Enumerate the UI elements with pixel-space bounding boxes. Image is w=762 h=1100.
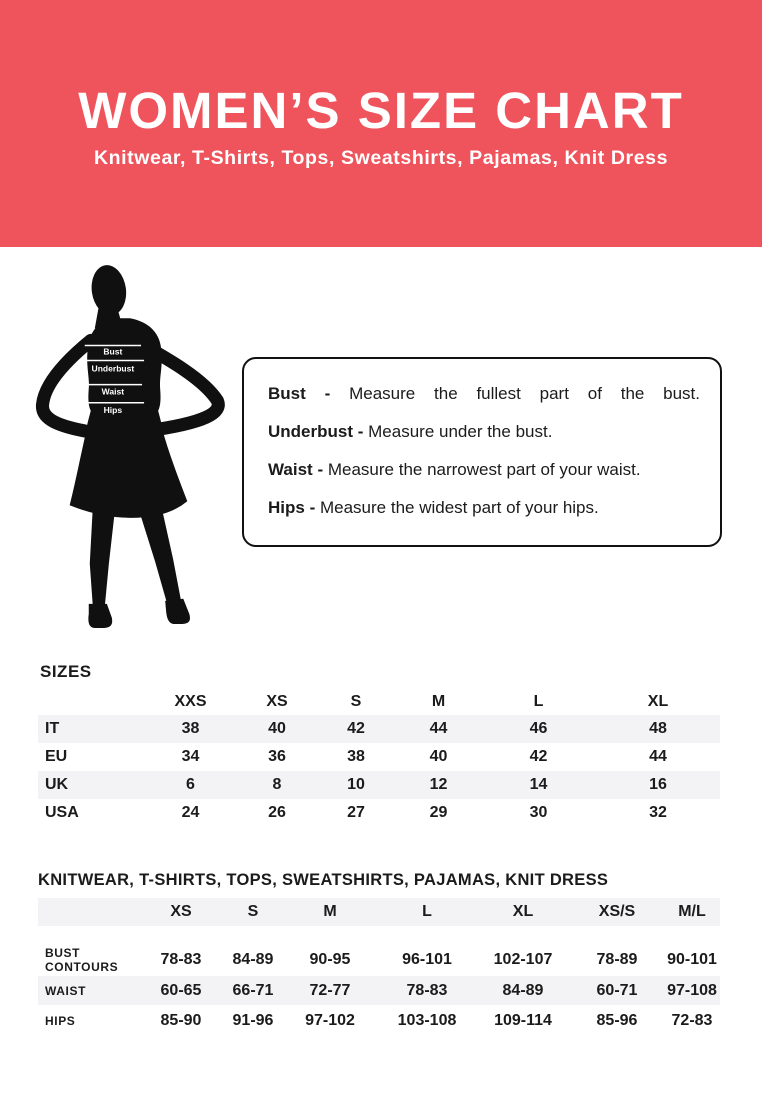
- col-header: L: [422, 903, 432, 920]
- range-cell: 85-90: [160, 1012, 202, 1029]
- size-cell: 8: [272, 776, 282, 793]
- range-cell: 85-96: [596, 1012, 638, 1029]
- dash: -: [324, 384, 331, 403]
- size-cell: 24: [181, 804, 200, 821]
- header-banner: [0, 0, 762, 247]
- underbust-term: Underbust: [268, 422, 353, 441]
- woman-silhouette-icon: [33, 260, 233, 634]
- table-row-it: [38, 715, 720, 743]
- size-cell: 48: [649, 720, 667, 737]
- size-cell: 38: [181, 720, 200, 737]
- hips-term: Hips: [268, 498, 305, 517]
- range-cell: 96-101: [402, 951, 452, 968]
- range-cell: 60-71: [596, 981, 638, 999]
- range-cell: 84-89: [232, 951, 274, 968]
- sizes-header-row: [38, 689, 720, 715]
- range-cell: 90-101: [667, 951, 717, 968]
- underbust-desc: Measure under the bust.: [368, 422, 553, 441]
- range-cell: 109-114: [494, 1012, 552, 1029]
- size-cell: 29: [429, 804, 448, 821]
- table-row-bust-contours: [38, 944, 720, 976]
- waist-desc: Measure the narrowest part of your waist.: [327, 460, 641, 479]
- range-cell: 97-108: [667, 981, 717, 999]
- col-header: XS/S: [598, 903, 636, 920]
- table-row-eu: [38, 743, 720, 771]
- measurement-figure: [33, 260, 233, 634]
- bust-term: Bust: [268, 384, 306, 403]
- size-cell: 42: [347, 720, 365, 737]
- row-label: UK: [45, 776, 69, 793]
- bust-definition: [268, 383, 700, 405]
- range-cell: 72-77: [309, 981, 351, 999]
- size-cell: 44: [429, 720, 448, 737]
- page-title: WOMEN’S SIZE CHART: [78, 82, 684, 139]
- size-cell: 46: [529, 720, 548, 737]
- table-row-waist: [38, 976, 720, 1005]
- row-label: BUST CONTOURS: [45, 946, 119, 974]
- range-cell: 90-95: [309, 951, 351, 968]
- row-label: HIPS: [45, 1014, 76, 1028]
- row-label: WAIST: [45, 983, 86, 998]
- waist-figure-label: Waist: [101, 386, 125, 397]
- col-header: XL: [512, 903, 534, 920]
- row-label: USA: [45, 804, 79, 821]
- col-header: M: [323, 903, 337, 920]
- range-cell: 102-107: [493, 951, 553, 968]
- range-cell: 78-89: [596, 951, 638, 968]
- garment-table-title: KNITWEAR, T-SHIRTS, TOPS, SWEATSHIRTS, PAJAMAS, KNIT DRESS: [38, 871, 609, 889]
- range-cell: 60-65: [160, 981, 202, 999]
- size-cell: 6: [186, 776, 195, 793]
- range-cell: 84-89: [502, 981, 544, 999]
- size-cell: 44: [649, 748, 667, 765]
- col-header: XS: [266, 693, 288, 710]
- row-label: EU: [45, 748, 68, 765]
- bust-figure-label: Bust: [103, 346, 123, 357]
- size-cell: 40: [429, 748, 448, 765]
- col-header: S: [350, 693, 362, 710]
- size-cell: 32: [649, 804, 667, 821]
- col-header: XS: [170, 903, 192, 920]
- table-row-uk: [38, 771, 720, 799]
- garment-table: [38, 871, 720, 1037]
- row-label: IT: [45, 720, 60, 737]
- waist-definition: [268, 459, 700, 481]
- col-header: L: [533, 693, 544, 710]
- range-cell: 78-83: [160, 951, 202, 968]
- range-cell: 72-83: [671, 1012, 713, 1029]
- size-cell: 38: [347, 748, 365, 765]
- underbust-figure-label: Underbust: [91, 363, 135, 374]
- size-cell: 40: [268, 720, 286, 737]
- col-header: S: [247, 903, 259, 920]
- size-cell: 12: [429, 776, 448, 793]
- size-cell: 26: [268, 804, 286, 821]
- col-header: M/L: [678, 903, 706, 920]
- col-header: XXS: [174, 693, 207, 710]
- sizes-table: [38, 689, 720, 827]
- size-cell: 16: [649, 776, 667, 793]
- table-row-usa: [38, 799, 720, 827]
- garment-header-row: [38, 898, 720, 926]
- range-cell: 91-96: [232, 1012, 274, 1029]
- size-cell: 27: [347, 804, 365, 821]
- size-cell: 14: [529, 776, 548, 793]
- size-cell: 36: [268, 748, 286, 765]
- bust-desc: Measure the fullest part of the bust.: [349, 384, 701, 403]
- size-cell: 30: [529, 804, 548, 821]
- measurement-definitions-box: [242, 357, 722, 547]
- size-cell: 42: [529, 748, 548, 765]
- waist-term: Waist: [268, 460, 313, 479]
- col-header: XL: [647, 693, 669, 710]
- hips-desc: Measure the widest part of your hips.: [319, 498, 599, 517]
- col-header: M: [431, 693, 446, 710]
- size-cell: 34: [181, 748, 200, 765]
- range-cell: 103-108: [397, 1012, 457, 1029]
- dash: -: [357, 422, 364, 441]
- hips-figure-label: Hips: [103, 404, 123, 415]
- page-subtitle: Knitwear, T-Shirts, Tops, Sweatshirts, Pajamas, Knit Dress: [93, 146, 669, 169]
- dash: -: [317, 460, 324, 479]
- table-row-hips: [38, 1005, 720, 1037]
- range-cell: 78-83: [406, 981, 448, 999]
- sizes-table-title: SIZES: [40, 662, 92, 681]
- range-cell: 66-71: [232, 981, 274, 999]
- range-cell: 97-102: [305, 1012, 355, 1029]
- dash: -: [309, 498, 316, 517]
- size-cell: 10: [347, 776, 365, 793]
- hips-definition: [268, 497, 700, 519]
- underbust-definition: [268, 421, 700, 443]
